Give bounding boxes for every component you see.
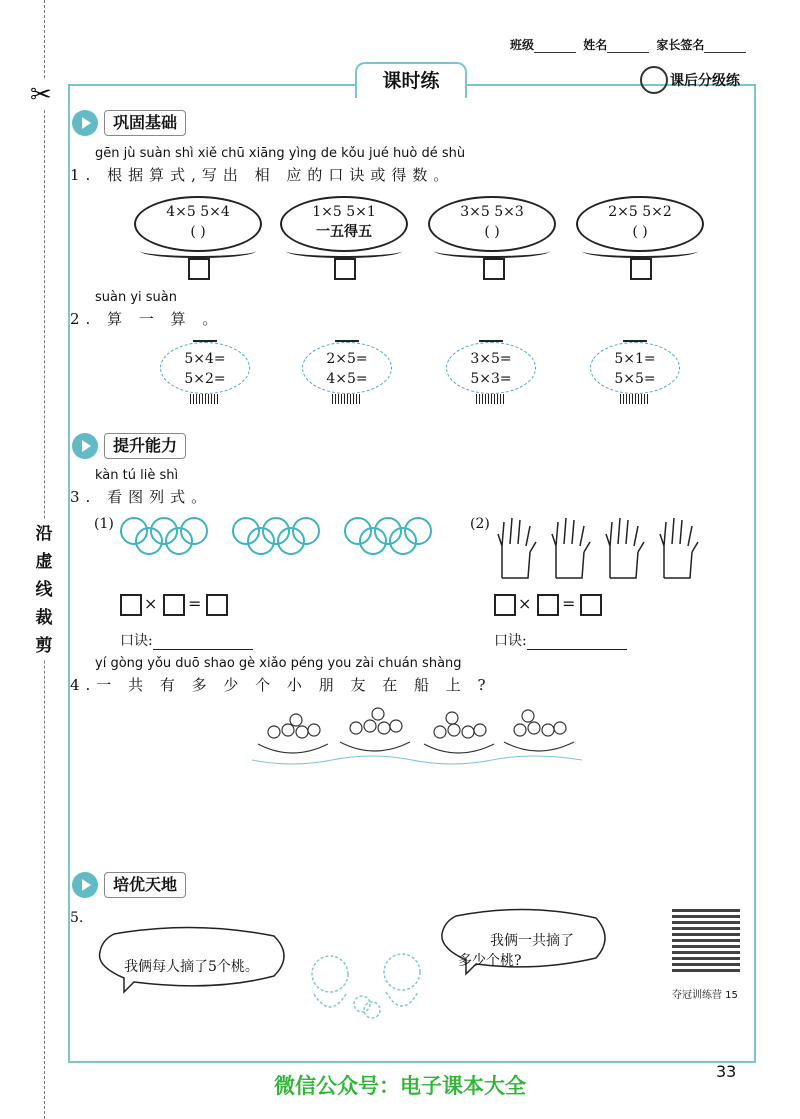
lantern-expr: 5×5= (614, 371, 656, 387)
play-icon (72, 872, 98, 898)
bubble-right-text-2: 多少个桃? (458, 953, 522, 969)
lantern-expr: 3×5= (470, 351, 512, 367)
bubble-left-text: 我俩每人摘了5个桃。 (124, 959, 259, 975)
section-title: 提升能力 (104, 433, 186, 459)
answer-box[interactable] (334, 258, 356, 280)
answer-box[interactable] (188, 258, 210, 280)
qr-caption: 夺冠训练营 15 (672, 990, 738, 1001)
olympic-rings-icon (228, 516, 328, 556)
page-title: 课时练 (355, 62, 467, 98)
equals-sign: = (188, 594, 202, 613)
lantern-1 (160, 340, 250, 404)
rhyme-blank[interactable] (527, 635, 627, 650)
children-illustration (290, 950, 440, 1030)
plate-answer: ( ) (484, 224, 500, 240)
lantern-expr: 5×3= (470, 371, 512, 387)
play-icon (72, 110, 98, 136)
class-blank (534, 40, 576, 53)
play-icon (72, 433, 98, 459)
plate-answer: ( ) (190, 224, 206, 240)
plate-answer: ( ) (632, 224, 648, 240)
olympic-rings-icon (340, 516, 440, 556)
boats-illustration (252, 704, 582, 774)
answer-box[interactable] (483, 258, 505, 280)
plate-1 (134, 196, 262, 252)
equation-box[interactable] (163, 594, 185, 616)
parent-sign-blank (704, 40, 746, 53)
rings-group-3 (340, 516, 440, 556)
rhyme-blank[interactable] (153, 635, 253, 650)
section-title: 巩固基础 (104, 110, 186, 136)
lantern-expr: 2×5= (326, 351, 368, 367)
parent-sign-label: 家长签名 (656, 38, 705, 52)
section-header-advanced (72, 872, 186, 898)
plate-3 (428, 196, 556, 252)
q2-text: 2. 算 一 算 。 (70, 310, 224, 328)
page-number: 33 (716, 1062, 737, 1081)
olympic-rings-icon (116, 516, 216, 556)
plate-expr: 4×5 5×4 (166, 204, 230, 220)
rhyme-row-2 (494, 630, 627, 650)
hand-icon (548, 516, 592, 580)
lantern-2 (302, 340, 392, 404)
cut-instruction: 沿虚线裁剪 (30, 520, 58, 660)
section-header-basics (72, 110, 186, 136)
lantern-expr: 5×1= (614, 351, 656, 367)
q1-pinyin: gēn jù suàn shì xiě chū xiāng yìng de kǒu jué huò dé shù (95, 146, 466, 161)
rhyme-label: 口诀: (120, 633, 153, 649)
class-label: 班级 (510, 38, 535, 52)
clock-icon (640, 66, 668, 94)
times-sign: × (144, 594, 158, 613)
scissors-icon: ✂ (30, 80, 52, 110)
rhyme-label: 口诀: (494, 633, 527, 649)
q4-pinyin: yí gòng yǒu duō shao gè xiǎo péng you zài chuán shàng (95, 656, 462, 671)
q4-text: 4.一 共 有 多 少 个 小 朋 友 在 船 上 ? (70, 676, 492, 694)
hand-icon (494, 516, 538, 580)
plate-answer: 一五得五 (316, 224, 372, 240)
equation-box[interactable] (580, 594, 602, 616)
header-info (510, 36, 749, 53)
lantern-4 (590, 340, 680, 404)
equation-box[interactable] (494, 594, 516, 616)
times-sign: × (518, 594, 532, 613)
hand-icon (656, 516, 700, 580)
lantern-expr: 4×5= (326, 371, 368, 387)
q3-part1-label: (1) (94, 516, 114, 532)
hand-icon (602, 516, 646, 580)
section-title: 培优天地 (104, 872, 186, 898)
bubble-right-text-1: 我俩一共摘了 (490, 933, 574, 949)
equation-box[interactable] (537, 594, 559, 616)
q2-pinyin: suàn yi suàn (95, 290, 178, 305)
equals-sign: = (562, 594, 576, 613)
name-label: 姓名 (583, 38, 608, 52)
lantern-expr: 5×4= (184, 351, 226, 367)
rings-group-1 (116, 516, 216, 556)
level-label: 课后分级练 (670, 73, 740, 89)
equation-box[interactable] (120, 594, 142, 616)
equation-box[interactable] (206, 594, 228, 616)
name-blank (607, 40, 649, 53)
plate-2 (280, 196, 408, 252)
q5-number: 5. (70, 910, 84, 926)
answer-box[interactable] (630, 258, 652, 280)
plate-expr: 2×5 5×2 (608, 204, 672, 220)
rhyme-row-1 (120, 630, 253, 650)
section-header-improve (72, 433, 186, 459)
watermark: 微信公众号：电子课本大全 (274, 1074, 526, 1098)
qr-code-icon (672, 908, 740, 972)
q3-pinyin: kàn tú liè shì (95, 468, 179, 483)
q3-text: 3. 看图列式。 (70, 488, 213, 506)
lantern-3 (446, 340, 536, 404)
lantern-expr: 5×2= (184, 371, 226, 387)
q3-part2-label: (2) (470, 516, 490, 532)
plate-expr: 1×5 5×1 (312, 204, 376, 220)
q1-text: 1. 根据算式,写出 相 应的口诀或得数。 (70, 166, 455, 184)
plate-4 (576, 196, 704, 252)
plate-expr: 3×5 5×3 (460, 204, 524, 220)
rings-group-2 (228, 516, 328, 556)
